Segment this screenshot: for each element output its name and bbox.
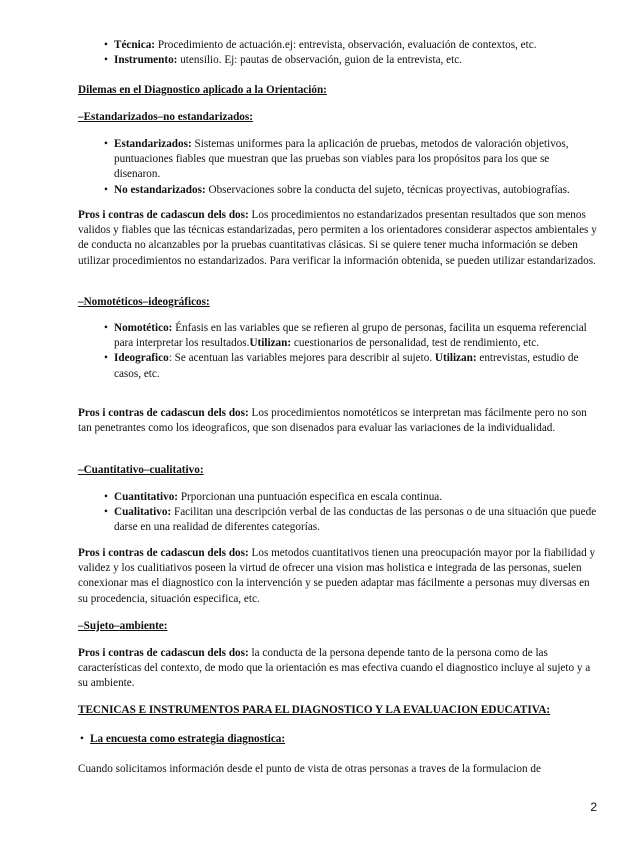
- definition: : Se acentuan las variables mejores para describir al sujeto.: [168, 352, 435, 365]
- tecnicas-heading: TECNICAS E INSTRUMENTOS PARA EL DIAGNOSTICO Y LA EVALUACION EDUCATIVA:: [78, 704, 551, 716]
- definition: Sistemas uniformes para la aplicación de pruebas, metodos de valoración objetivos, puntuaciones fiables que muestran que las pruebas son viables para los propósitos para los que se disenaron.: [114, 138, 569, 181]
- definition: Facilitan una descripción verbal de las conductas de las personas o de una situación que puede darse en una realidad de diferentes categorías.: [114, 506, 597, 534]
- section-heading: –Nomotéticos–ideográficos:: [78, 296, 210, 308]
- definition: entrevistas, estudio de casos, etc.: [114, 352, 579, 380]
- term: No estandarizados:: [114, 183, 206, 196]
- pros-label: Pros i contras de cadascun dels dos:: [78, 647, 249, 659]
- body-text-block: [78, 762, 600, 777]
- sujeto-heading-block: [78, 619, 600, 634]
- page-number: 2: [590, 800, 597, 814]
- body-text: Cuando solicitamos información desde el punto de vista de otras personas a traves de la formulacion de: [78, 763, 541, 775]
- term: Nomotético:: [114, 322, 173, 334]
- pros-text: Los metodos cuantitativos tienen una preocupación mayor por la fiabilidad y validez y los cualitiativos poseen la virtud de ofrecer una vision mas holistica e integrada de las personas, suelen conexionar mas el diagnostico con la intervención y se pueden adaptar mas fácilmente a personas muy diversas en su procedencia, situación especifica, etc.: [78, 547, 596, 605]
- pros-label: Pros i contras de cadascun dels dos:: [78, 407, 249, 419]
- sujeto-pros-block: [78, 646, 600, 692]
- section-heading: –Estandarizados–no estandarizados:: [78, 111, 253, 123]
- definition: Énfasis en las variables que se refieren al grupo de personas, facilita un esquema referencial para interpretar los resultados.: [114, 322, 587, 350]
- estandarizados-list: [104, 137, 598, 198]
- dilemas-heading-block: [78, 83, 600, 98]
- list-item: [80, 732, 574, 747]
- pros-paragraph: [78, 546, 600, 607]
- pros-paragraph: [78, 646, 600, 692]
- definition: Prporcionan una puntuación especifica en escala continua.: [178, 491, 443, 503]
- pros-label: Pros i contras de cadascun dels dos:: [78, 547, 249, 559]
- list-item: [104, 490, 598, 505]
- list-item: [104, 321, 598, 351]
- estandarizados-pros-block: [78, 208, 600, 269]
- section-heading: –Sujeto–ambiente:: [78, 620, 168, 632]
- pros-text: Los procedimientos nomotéticos se interpretan mas fácilmente pero no son tan penetrantes como los ideograficos, que son disenados para evaluar las variaciones de la individualidad.: [78, 407, 587, 435]
- list-item: [104, 137, 598, 183]
- definition: Procedimiento de actuación.ej: entrevista, observación, evaluación de contextos, etc.: [155, 39, 537, 51]
- list-item: [104, 53, 598, 68]
- encuesta-list: [80, 732, 574, 747]
- term: Utilizan:: [434, 352, 477, 365]
- definition: utensilio. Ej: pautas de observación, guion de la entrevista, etc.: [177, 54, 462, 67]
- definitions-list: [104, 38, 598, 68]
- encuesta-heading: La encuesta como estrategia diagnostica:: [90, 733, 286, 745]
- term: Utilizan:: [249, 337, 292, 350]
- term: Ideografico: [114, 352, 169, 365]
- nomoteticos-list: [104, 321, 598, 382]
- cuantitativo-list: [104, 490, 598, 536]
- cuantitativo-heading-block: [78, 463, 600, 478]
- term: Cuantitativo:: [114, 491, 179, 503]
- list-item: [104, 505, 598, 535]
- pros-text: la conducta de la persona depende tanto de la persona como de las características del contexto, de modo que la orientación es mas efectiva cuando el diagnostico incluye al sujeto y a su ambiente.: [78, 647, 591, 690]
- definition: Observaciones sobre la conducta del sujeto, técnicas proyectivas, autobiografías.: [205, 183, 570, 196]
- list-item: [104, 183, 598, 198]
- term: Cualitativo:: [114, 506, 172, 519]
- nomoteticos-pros-block: [78, 406, 600, 436]
- pros-text: Los procedimientos no estandarizados presentan resultados que son menos validos y fiables que las técnicas estandarizadas, pero permiten a los orientadores considerar aspectos ambientales y de conducta no alcanzables por la pruebas cuantitativas clásicas. Si se quiere tener mucha información se deben utilizar procedimientos no estandarizados. Para verificar la información obtenida, se pueden utilizar estandarizados.: [78, 209, 597, 267]
- cuantitativo-pros-block: [78, 546, 600, 607]
- term: Instrumento:: [114, 54, 178, 67]
- definition: cuestionarios de personalidad, test de rendimiento, etc.: [291, 337, 540, 350]
- tecnicas-heading-block: [78, 703, 600, 718]
- pros-paragraph: [78, 208, 600, 269]
- list-item: [104, 351, 598, 381]
- section-heading: –Cuantitativo–cualitativo:: [78, 464, 204, 476]
- pros-label: Pros i contras de cadascun dels dos:: [78, 209, 249, 221]
- term: Estandarizados:: [114, 138, 192, 150]
- estandarizados-heading-block: [78, 110, 600, 125]
- list-item: [104, 38, 598, 53]
- term: Técnica:: [114, 39, 156, 51]
- nomoteticos-heading-block: [78, 295, 600, 310]
- pros-paragraph: [78, 406, 600, 436]
- dilemas-heading: Dilemas en el Diagnostico aplicado a la Orientación:: [78, 84, 327, 96]
